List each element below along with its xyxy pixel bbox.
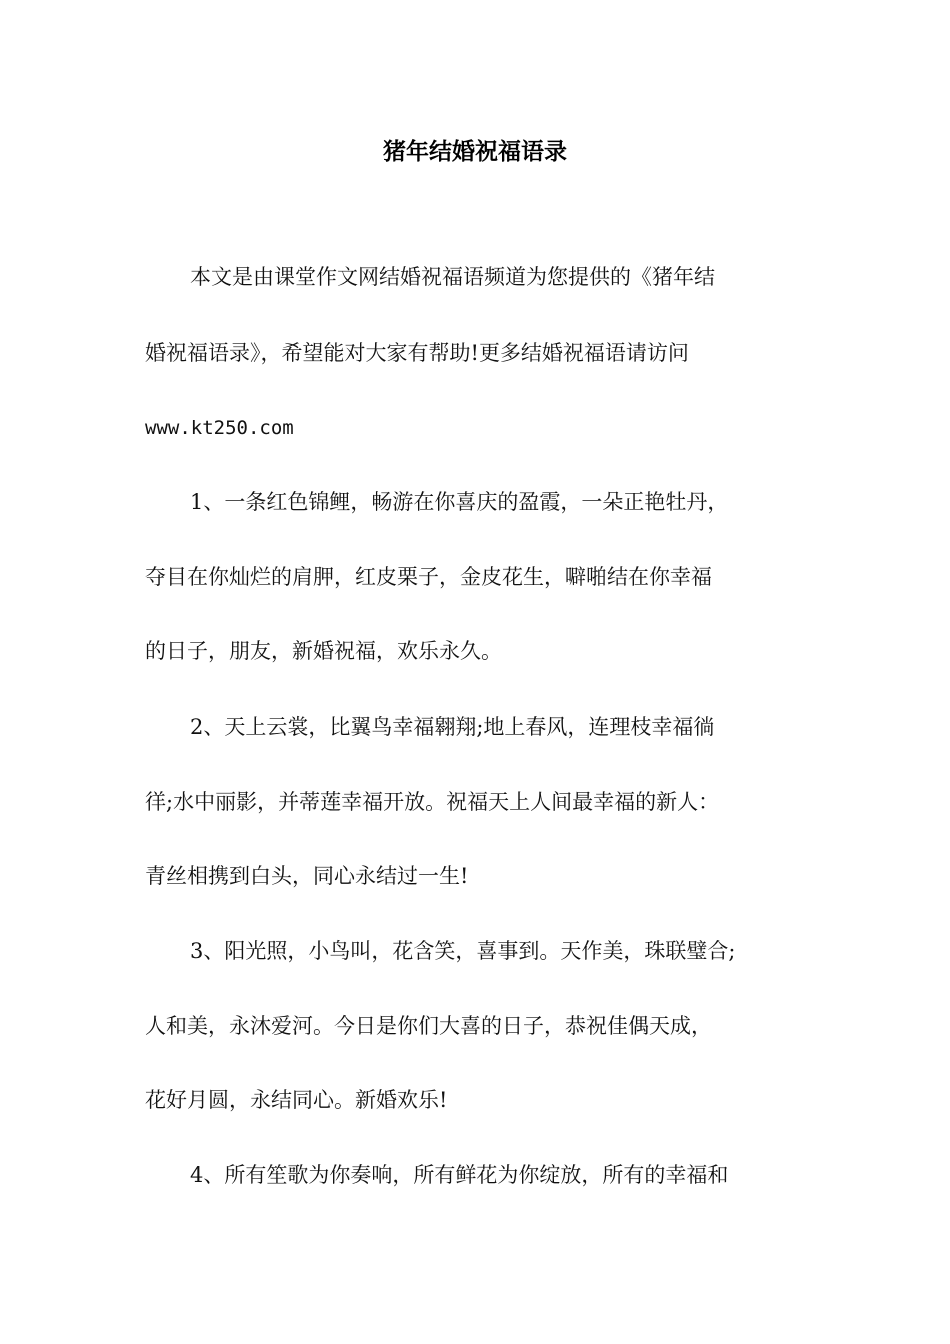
website-link: www.kt250.com — [145, 417, 294, 439]
document-title: 猪年结婚祝福语录 — [383, 139, 567, 165]
blessing-line: 的日子，朋友，新婚祝福，欢乐永久。 — [145, 639, 502, 663]
blessing-line: 夺目在你灿烂的肩胛，红皮栗子，金皮花生，噼啪结在你幸福 — [145, 565, 712, 589]
blessing-line: 1、一条红色锦鲤，畅游在你喜庆的盈霞，一朵正艳牡丹， — [190, 490, 729, 514]
intro-line: 本文是由课堂作文网结婚祝福语频道为您提供的《猪年结 — [190, 265, 715, 289]
intro-line: 婚祝福语录》，希望能对大家有帮助!更多结婚祝福语请访问 — [145, 341, 689, 365]
blessing-line: 2、天上云裳，比翼鸟幸福翱翔;地上春风，连理枝幸福徜 — [190, 715, 715, 739]
blessing-line: 4、所有笙歌为你奏响，所有鲜花为你绽放，所有的幸福和 — [190, 1163, 729, 1187]
blessing-line: 人和美，永沐爱河。今日是你们大喜的日子，恭祝佳偶天成， — [145, 1014, 712, 1038]
blessing-line: 3、阳光照，小鸟叫，花含笑，喜事到。天作美，珠联璧合; — [190, 939, 736, 963]
blessing-line: 徉;水中丽影，并蒂莲幸福开放。祝福天上人间最幸福的新人： — [145, 790, 720, 814]
blessing-line: 花好月圆，永结同心。新婚欢乐! — [145, 1088, 448, 1112]
blessing-line: 青丝相携到白头，同心永结过一生! — [145, 864, 469, 888]
